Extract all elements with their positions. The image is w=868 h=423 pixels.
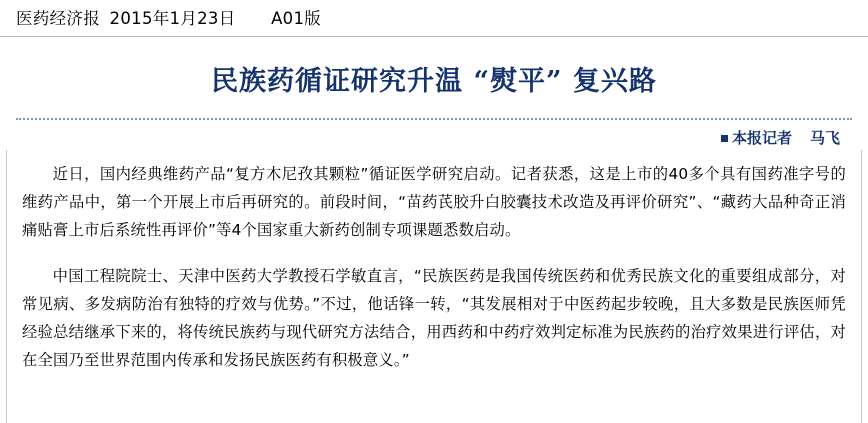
page-right-rule <box>861 150 862 423</box>
page-left-rule <box>6 150 7 423</box>
masthead <box>0 0 868 29</box>
edition-label: A01版 <box>271 9 322 28</box>
article-paragraph: 近日，国内经典维药产品“复方木尼孜其颗粒”循证医学研究启动。记者获悉，这是上市的40多个具有国药准字号的维药产品中，第一个开展上市后再研究的。前段时间，“苗药芪胶升白胶囊技术改造及再评价研究”、“藏药大品种奇正消痛贴膏上市后系统性再评价”等4个国家重大新药创制专项课题悉数启动。 <box>22 164 846 239</box>
masthead-divider <box>0 36 868 37</box>
byline-source: 本报记者 <box>731 128 792 147</box>
paper-name: 医药经济报 <box>16 9 100 28</box>
byline <box>0 120 868 148</box>
issue-date: 2015年1月23日 <box>109 9 236 28</box>
article-body <box>0 148 868 374</box>
square-bullet-icon <box>721 135 728 142</box>
page-title: 民族药循证研究升温 “熨平” 复兴路 <box>211 65 657 97</box>
byline-reporter: 马飞 <box>809 128 840 147</box>
article-paragraph: 中国工程院院士、天津中医药大学教授石学敏直言，“民族医药是我国传统医药和优秀民族文化的重要组成部分，对常见病、多发病防治有独特的疗效与优势。”不过，他话锋一转，“其发展相对于中医药起步较晚，且大多数是民族医师凭经验总结继承下来的，将传统民族药与现代研究方法结合，用西药和中药疗效判定标准为民族药的治疗效果进行评估，对在全国乃至世界范围内传承和发扬民族医药有积极意义。” <box>22 266 846 369</box>
